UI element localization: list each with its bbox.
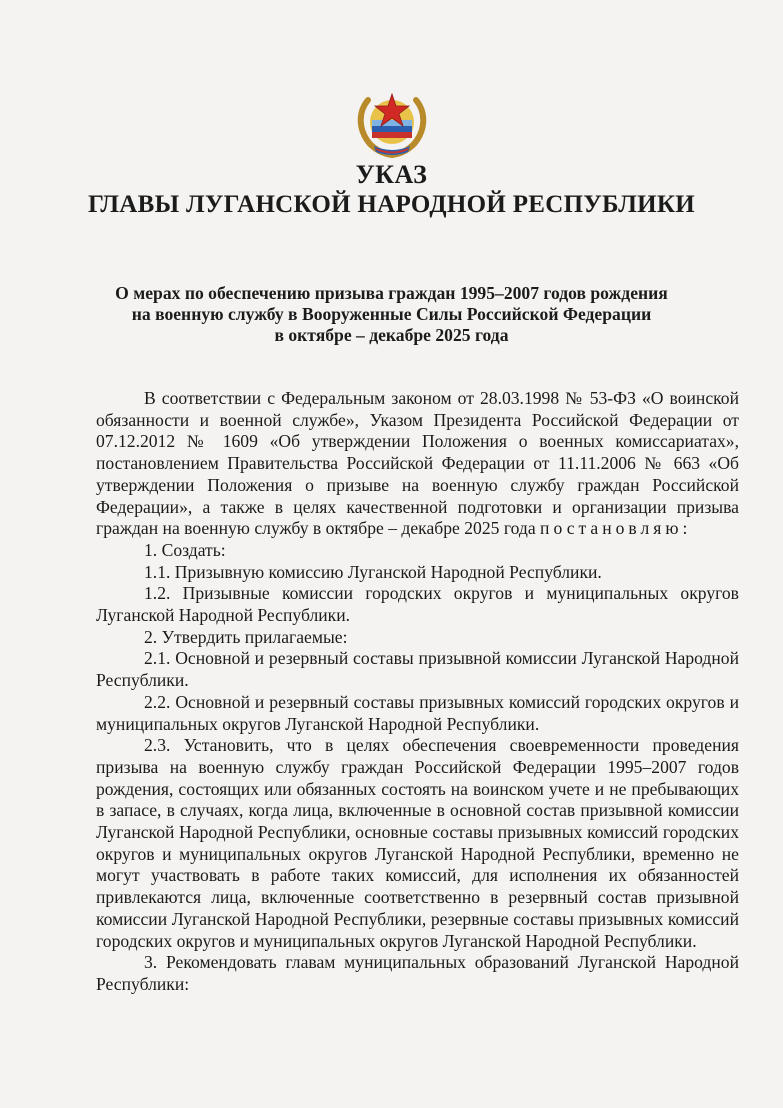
decree-word: постановляю: [540,518,692,539]
list-item: 1. Создать: [144,539,226,560]
title-authority: ГЛАВЫ ЛУГАНСКОЙ НАРОДНОЙ РЕСПУБЛИКИ [87,191,696,218]
document-subject [60,283,723,346]
list-item: 2.3. Установить, что в целях обеспечения своевременности проведения призыва на военную службу граждан Российской Федерации 1995–2007 годов рождения, состоящих или обязанных состоять на воинском учете и не пребывающих в запасе, в случаях, когда лица, включенные в основной состав призывной комиссии Луганской Народной Республики, основные составы призывных комиссий городских округов и муниципальных округов Луганской Народной Республики, временно не могут участвовать в работе таких комиссий, для исполнения их обязанностей привлекаются лица, включенные соответственно в резервный состав призывной комиссии Луганской Народной Республики, резервные составы призывных комиссий городских округов и муниципальных округов Луганской Народной Республики. [96,735,739,951]
subject-line-2: на военную службу в Вооруженные Силы Российской Федерации [131,304,652,324]
preamble-text: В соответствии с Федеральным законом от 28.03.1998 № 53-ФЗ «О воинской обязанности и военной службе», Указом Президента Российской Федерации от 07.12.2012 № 1609 «Об утверждении Положения о военных комиссариатах», постановлением Правительства Российской Федерации от 11.11.2006 № 663 «Об утверждении Положения о призыве на военную службу граждан Российской Федерации», а также в целях качественной подготовки и организации призыва граждан на военную службу в октябре – декабре 2025 года [96,388,739,539]
subject-line-1: О мерах по обеспечению призыва граждан 1995–2007 годов рождения [115,283,668,303]
title-decree: УКАЗ [355,160,428,189]
subject-line-3: в октябре – декабре 2025 года [274,325,509,345]
list-item: 1.2. Призывные комиссии городских округов и муниципальных округов Луганской Народной Республики. [96,583,739,626]
list-item: 2. Утвердить прилагаемые: [144,626,348,647]
lpr-coat-of-arms-icon [354,86,430,158]
list-item: 2.1. Основной и резервный составы призывной комиссии Луганской Народной Республики. [96,648,739,691]
document-body [96,388,739,996]
list-item: 3. Рекомендовать главам муниципальных образований Луганской Народной Республики: [96,952,739,994]
preamble-paragraph [96,388,739,540]
list-item: 1.1. Призывную комиссию Луганской Народной Республики. [144,561,602,582]
document-title [60,160,723,220]
list-item: 2.2. Основной и резервный составы призывных комиссий городских округов и муниципальных округов Луганской Народной Республики. [96,691,739,734]
